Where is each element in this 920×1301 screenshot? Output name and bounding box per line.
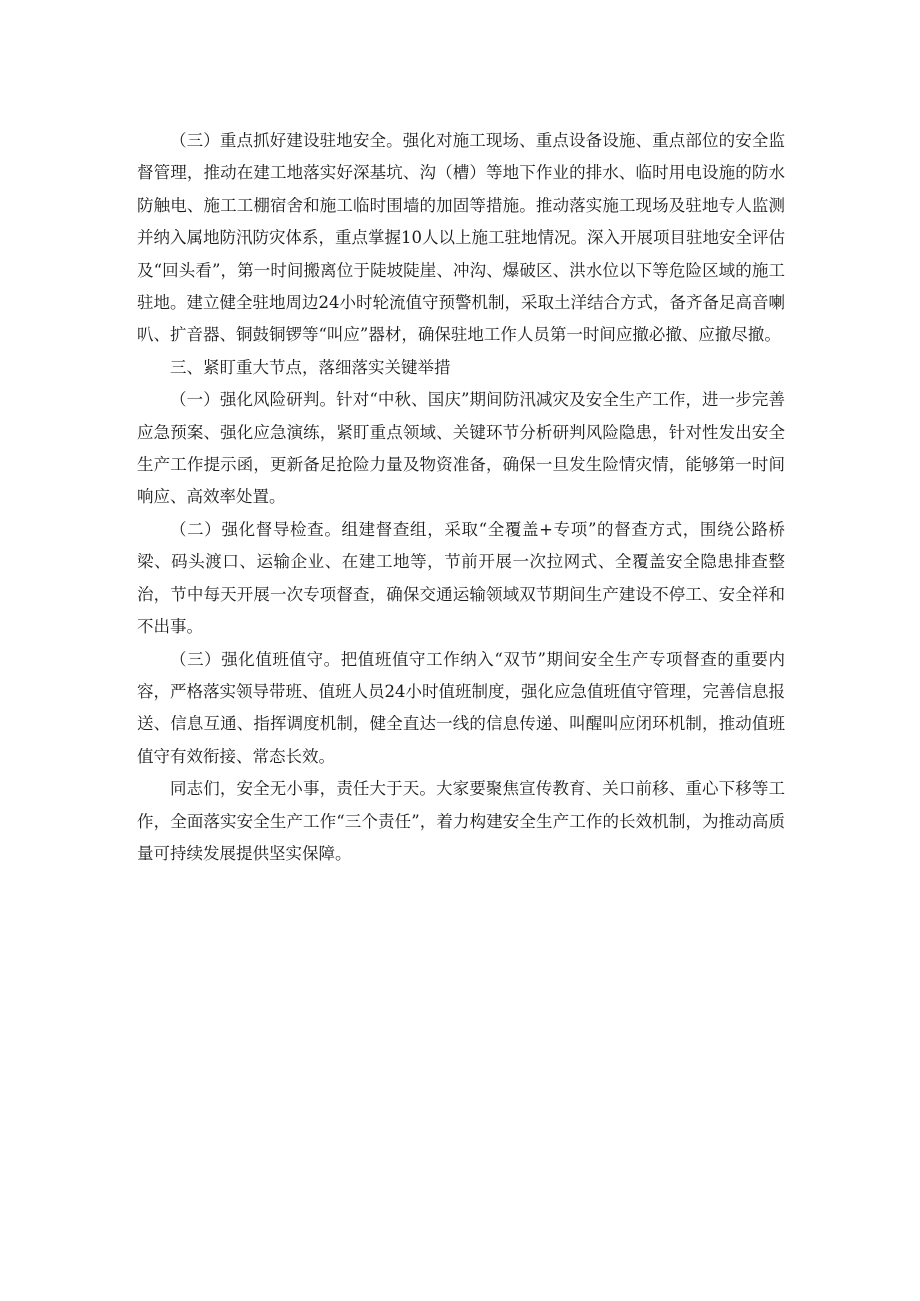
paragraph-duty-watch: （三）强化值班值守。把值班值守工作纳入“双节”期间安全生产专项督查的重要内容，严格落实领导带班、值班人员24小时值班制度，强化应急值班值守管理，完善信息报送、信息互通、指挥调度机制，健全直达一线的信息传递、叫醒叫应闭环机制，推动值班值守有效衔接、常态长效。 <box>137 649 785 766</box>
paragraph-construction-site-safety: （三）重点抓好建设驻地安全。强化对施工现场、重点设备设施、重点部位的安全监督管理，推动在建工地落实好深基坑、沟（槽）等地下作业的排水、临时用电设施的防水防触电、施工工棚宿舍和施工临时围墙的加固等措施。推动落实施工现场及驻地专人监测并纳入属地防汛防灾体系，重点掌握10人以上施工驻地情况。深入开展项目驻地安全评估及“回头看”，第一时间搬离位于陡坡陡崖、冲沟、爆破区、洪水位以下等危险区域的施工驻地。建立健全驻地周边24小时轮流值守预警机制，采取土洋结合方式，备齐备足高音喇叭、扩音器、铜鼓铜锣等“叫应”器材，确保驻地工作人员第一时间应撤必撤、应撤尽撤。 <box>137 131 785 345</box>
document-body <box>137 125 785 870</box>
paragraph-supervision-inspection: （二）强化督导检查。组建督查组，采取“全覆盖+专项”的督查方式，围绕公路桥梁、码头渡口、运输企业、在建工地等，节前开展一次拉网式、全覆盖安全隐患排查整治，节中每天开展一次专项督查，确保交通运输领域双节期间生产建设不停工、安全祥和不出事。 <box>137 519 785 637</box>
paragraph-risk-assessment: （一）强化风险研判。针对“中秋、国庆”期间防汛减灾及安全生产工作，进一步完善应急预案、强化应急演练，紧盯重点领域、关键环节分析研判风险隐患，针对性发出安全生产工作提示函，更新备足抢险力量及物资准备，确保一旦发生险情灾情，能够第一时间响应、高效率处置。 <box>137 390 785 507</box>
paragraph-closing-remarks: 同志们，安全无小事，责任大于天。大家要聚焦宣传教育、关口前移、重心下移等工作，全面落实安全生产工作“三个责任”，着力构建安全生产工作的长效机制，为推动高质量可持续发展提供坚实保障。 <box>137 779 785 863</box>
section-heading-key-nodes: 三、紧盯重大节点，落细落实关键举措 <box>170 357 451 377</box>
